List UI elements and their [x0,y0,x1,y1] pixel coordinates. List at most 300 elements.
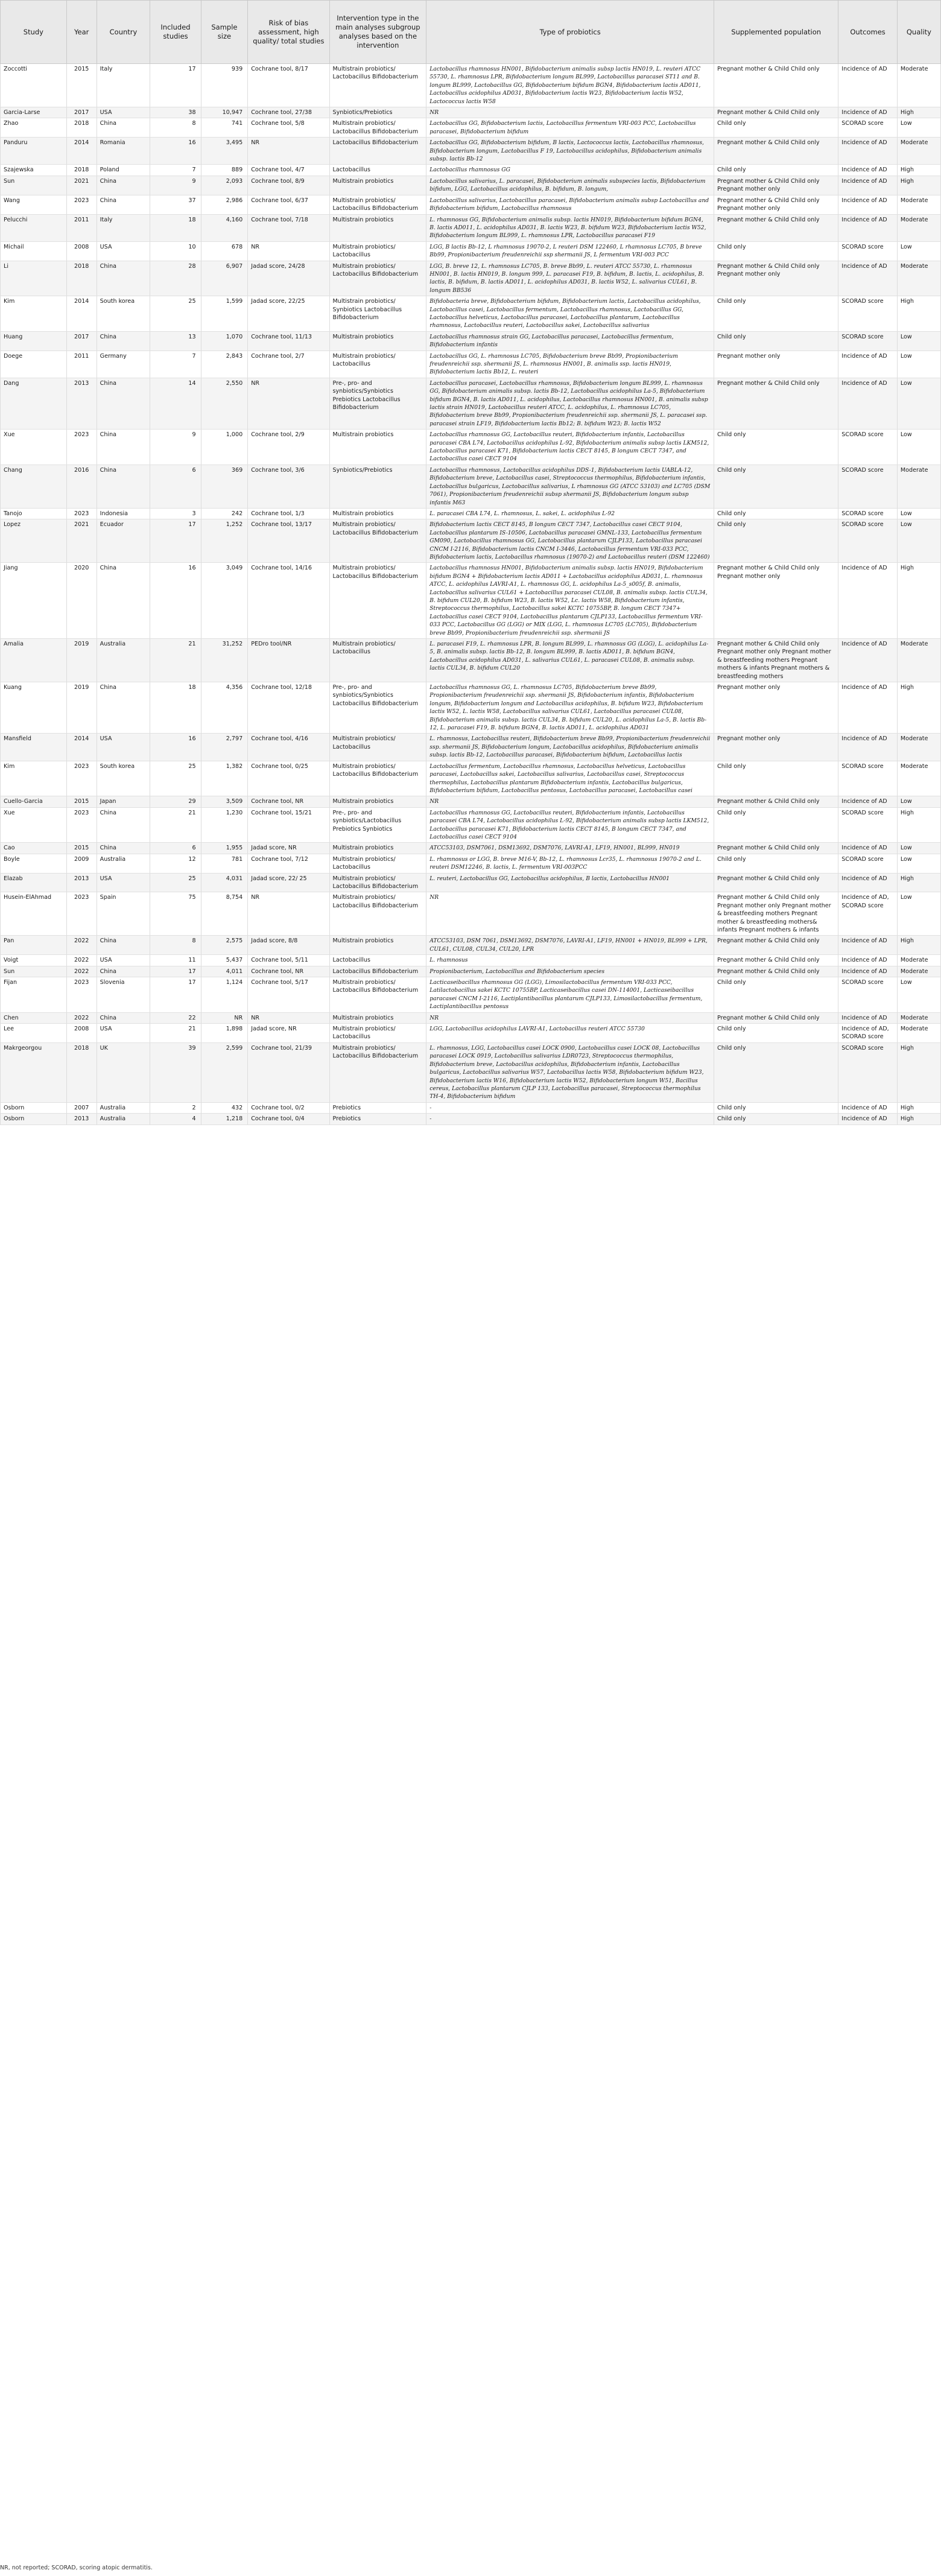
cell-type-of-probiotics: Lactobacillus rhamnosus GG, L. rhamnosus LC705, Bifidobacterium breve Bb99, Propionibacterium freudenreichii ssp. shermanii JS, Bifidobacterium infantis, Bifidobacterium longum, Bifidobacterium longum and Lactobacillus acidophilus, B. bifidum W23, Bifidobacterium lactis W52, L. lactis W58, Lactobacillus salivarius CUL61, Lactobacillus paracasei CUL08, Bifidobacterium animalis subsp. lactis CUL34, B. bifidum CUL20, L. acidophilus La-5, B. lactis Bb-12, L. paracasei F19, B. bifidum BGN4, B. lactis AD011, L. acidophilus AD031 [426,682,714,734]
cell-intervention-type: Multistrain probiotics/ Lactobacillus Bifidobacterium [329,873,426,892]
table-row [1,1024,941,1043]
table-row [1,734,941,761]
cell-quality: High [897,807,940,843]
cell-type-of-probiotics: Lacticaseibacillus rhamnosus GG (LGG), Limosilactobacillus fermentum VRI-033 PCC, Latilactobacillus sakei KCTC 10755BP, Lacticaseibacillus casei DN-114001, Lacticaseibacillus paracasei CNCM I-2116, Lactiplantibacillus plantarum CJLP133, Limosilactobacillus fermentum, Lactiplantibacillus pentosus [426,977,714,1013]
cell-included-studies: 25 [150,761,201,796]
cell-intervention-type: Synbiotics/Prebiotics [329,107,426,118]
cell-type-of-probiotics: NR [426,892,714,936]
cell-outcomes: Incidence of AD [838,138,898,165]
cell-supplemented-population: Child only [714,165,838,176]
cell-type-of-probiotics: L. reuteri, Lactobacillus GG, Lactobacillus acidophilus, B lactis, Lactobacillus HN001 [426,873,714,892]
cell-quality: High [897,165,940,176]
cell-study: Huang [1,331,67,351]
cell-supplemented-population: Child only [714,1042,838,1102]
studies-table [0,0,941,1125]
cell-intervention-type: Multistrain probiotics/ Lactobacillus [329,734,426,761]
cell-supplemented-population: Pregnant mother & Child Child only [714,843,838,854]
cell-type-of-probiotics: Lactobacillus rhamnosus HN001, Bifidobacterium animalis subsp lactis HN019, L. reuteri ATCC 55730, L. rhamnosus LPR, Bifidobacterium longum BL999, Lactobacillus paracasei ST11 and B. longum BL999, Lactobacillus GG, Bifidobacterium bifidum BGN4, Bifidobacterium lactis AD011, Lactobacillus acidophilus AD031, Bifidobacterium lactis W23, Bifidobacterium lactis W52, Lactococcus lactis W58 [426,64,714,107]
cell-supplemented-population: Child only [714,1024,838,1043]
cell-included-studies: 38 [150,107,201,118]
cell-intervention-type: Multistrain probiotics/ Lactobacillus [329,1024,426,1043]
table-row [1,351,941,378]
cell-type-of-probiotics: Lactobacillus GG, Bifidobacterium bifidum, B lactis, Lactococcus lactis, Lactobacillus rhamnosus, Bifidobacterium longum, Lactobacillus F 19, Lactobacillus acidophilus, Bifidobacterium animalis subsp. lactis Bb-12 [426,138,714,165]
cell-type-of-probiotics: Lactobacillus rhamnosus HN001, Bifidobacterium animalis subsp. lactis HN019, Bifidobacterium bifidum BGN4 + Bifidobacterium lactis AD011 + Lactobacillus acidophilus AD031, L. rhamnosus ATCC, L. acidophilus LAVRI-A1, L. rhamnosus GG, L. acidophilus La-5_s005f, B. animalis, Lactobacillus salivarius CUL61 + Lactobacillus paracasei CUL08, B. animalis subsp. lactis CUL34, B. bifidum CUL20, B. bifidum W23, B. lactis W52, Lc. lactis W58, Bifidobacterium infantis, Streptococcus thermophilus, Lactobacillus sakei KCTC 10755BP, B. longum CECT 7347+ Lactobacillus casei CECT 9104, Lactobacillus plantarum CJLP133, Lactobacillus fermentum VRI-033 PCC, Lactobacillus GG (LGG) or MIX (LGG, L. rhamnosus LC705 (LC705), Bifidobacterium breve Bb99, Propionibacterium freudenreichii ssp. shermanii JS [426,563,714,639]
cell-year: 2021 [66,176,97,195]
cell-included-studies: 18 [150,682,201,734]
cell-risk-of-bias: Jadad score, NR [248,1024,329,1043]
cell-country: China [97,682,150,734]
cell-study: Panduru [1,138,67,165]
table-row [1,176,941,195]
cell-quality: High [897,1042,940,1102]
cell-sample-size: 4,011 [201,966,248,977]
cell-study: Elazab [1,873,67,892]
cell-supplemented-population: Child only [714,519,838,563]
cell-type-of-probiotics: Lactobacillus salivarius, L. paracasei, Bifidobacterium animalis subspecies lactis, Bifidobacterium bifidum, LGG, Lactobacillus acidophilus, B. bifidum, B. longum, [426,176,714,195]
cell-year: 2011 [66,351,97,378]
cell-country: China [97,465,150,508]
cell-supplemented-population: Child only [714,430,838,465]
cell-intervention-type: Multistrain probiotics/ Lactobacillus Bifidobacterium [329,261,426,296]
cell-study: Kim [1,761,67,796]
cell-country: China [97,936,150,955]
cell-country: China [97,430,150,465]
cell-year: 2023 [66,977,97,1013]
cell-risk-of-bias: Jadad score, 24/28 [248,261,329,296]
cell-supplemented-population: Child only [714,508,838,519]
cell-supplemented-population: Pregnant mother & Child Child only Pregnant mother only [714,261,838,296]
cell-year: 2022 [66,1012,97,1023]
cell-intervention-type: Prebiotics [329,1114,426,1125]
cell-included-studies: 17 [150,977,201,1013]
cell-year: 2023 [66,761,97,796]
cell-quality: High [897,936,940,955]
cell-study: Li [1,261,67,296]
cell-quality: High [897,1114,940,1125]
cell-supplemented-population: Child only [714,331,838,351]
cell-risk-of-bias: Cochrane tool, 5/17 [248,977,329,1013]
cell-supplemented-population: Child only [714,465,838,508]
cell-included-studies: 2 [150,1102,201,1113]
cell-type-of-probiotics: Lactobacillus paracasei, Lactobacillus rhamnosus, Bifidobacterium longum BL999, L. rhamnosus GG, Bifidobacterium animalis subsp. lactis Bb-12, Lactobacillus acidophilus La-5, Bifidobacterium bifidum BGN4, B. lactis AD011, L. acidophilus, Lactobacillus rhamnosus HN001, B. animalis subsp lactis strain HN019, Lactobacillus reuteri ATCC, L. acidophilus, L. rhamnosus LC705, Bifidobacterium breve Bb99, Propionibacterium freudenreichii ssp. shermanii JS, L. paracasei ssp. paracasei strain LF19, Bifidobacterium lactis Bb12; B. bifidum W23; B. lactis W52 [426,378,714,429]
cell-sample-size: 741 [201,118,248,138]
cell-type-of-probiotics: Bifidobacterium lactis CECT 8145, B longum CECT 7347, Lactobacillus casei CECT 9104, Lactobacillus plantarum IS-10506, Lactobacillus paracasei GMNL-133, Lactobacillus fermentum GM090, Lactobacillus rhamnosus GG, Lactobacillus plantarum CJLP133, Lactobacillus paracasei CNCM I-2116, Bifidobacterium lactis CNCM I-3446, Lactobacillus fermentum VRI-033 PCC, Bifidobacterium lactis, Lactobacillus rhamnosus (19070-2) and Lactobacillus reuteri (DSM 122460) [426,519,714,563]
cell-quality: Moderate [897,734,940,761]
cell-intervention-type: Multistrain probiotics/ Lactobacillus Bifidobacterium [329,519,426,563]
cell-risk-of-bias: Cochrane tool, 7/12 [248,854,329,873]
cell-sample-size: 1,898 [201,1024,248,1043]
cell-included-studies: 28 [150,261,201,296]
cell-supplemented-population: Pregnant mother & Child Child only [714,214,838,241]
cell-risk-of-bias: Cochrane tool, 8/17 [248,64,329,107]
cell-quality: Low [897,331,940,351]
cell-intervention-type: Multistrain probiotics/ Lactobacillus [329,854,426,873]
cell-supplemented-population: Pregnant mother & Child Child only [714,378,838,429]
cell-risk-of-bias: Jadad score, 22/ 25 [248,873,329,892]
cell-sample-size: 2,599 [201,1042,248,1102]
header-intervention-type: Intervention type in the main analyses subgroup analyses based on the intervention [329,1,426,64]
table-row [1,563,941,639]
cell-quality: Low [897,508,940,519]
cell-sample-size: 6,907 [201,261,248,296]
cell-risk-of-bias: PEDro tool/NR [248,639,329,682]
header-year: Year [66,1,97,64]
cell-intervention-type: Lactobacillus [329,165,426,176]
cell-quality: Low [897,796,940,807]
cell-country: China [97,176,150,195]
cell-country: Slovenia [97,977,150,1013]
table-row [1,138,941,165]
cell-country: China [97,966,150,977]
cell-intervention-type: Multistrain probiotics [329,843,426,854]
cell-intervention-type: Multistrain probiotics/ Synbiotics Lactobacillus Bifidobacterium [329,296,426,332]
cell-outcomes: SCORAD score [838,118,898,138]
cell-outcomes: SCORAD score [838,331,898,351]
cell-sample-size: 2,843 [201,351,248,378]
cell-year: 2011 [66,214,97,241]
cell-country: UK [97,1042,150,1102]
cell-type-of-probiotics: ATCC53103, DSM 7061, DSM13692, DSM7076, LAVRI-A1, LF19, HN001 + HN019, BL999 + LPR, CUL61, CUL08, CUL34, CUL20, LPR [426,936,714,955]
cell-risk-of-bias: Cochrane tool, 2/9 [248,430,329,465]
cell-outcomes: SCORAD score [838,854,898,873]
cell-included-studies: 22 [150,1012,201,1023]
cell-supplemented-population: Child only [714,854,838,873]
cell-type-of-probiotics: LGG, Lactobacillus acidophilus LAVRI-A1, Lactobacillus reuteri ATCC 55730 [426,1024,714,1043]
cell-included-studies: 17 [150,519,201,563]
cell-sample-size: 3,495 [201,138,248,165]
cell-included-studies: 3 [150,508,201,519]
table-footnote: NR, not reported; SCORAD, scoring atopic dermatitis. [0,2565,153,2571]
table-row [1,955,941,966]
cell-intervention-type: Multistrain probiotics/ Lactobacillus Bifidobacterium [329,118,426,138]
cell-country: Australia [97,639,150,682]
cell-supplemented-population: Child only [714,241,838,261]
cell-supplemented-population: Child only [714,296,838,332]
cell-study: Tanojo [1,508,67,519]
cell-risk-of-bias: Jadad score, NR [248,843,329,854]
header-type-of-probiotics: Type of probiotics [426,1,714,64]
cell-risk-of-bias: Cochrane tool, 0/4 [248,1114,329,1125]
cell-quality: Low [897,892,940,936]
cell-included-studies: 17 [150,966,201,977]
cell-intervention-type: Multistrain probiotics/ Lactobacillus [329,351,426,378]
cell-supplemented-population: Pregnant mother & Child Child only Pregnant mother only Pregnant mother & breastfeeding mothers Pregnant mother & breastfeeding mothers& infants Pregnant mothers & infants [714,892,838,936]
cell-intervention-type: Pre-, pro- and synbiotics/Lactobacillus Prebiotics Synbiotics [329,807,426,843]
cell-year: 2018 [66,118,97,138]
cell-outcomes: SCORAD score [838,807,898,843]
cell-year: 2022 [66,955,97,966]
cell-study: Lee [1,1024,67,1043]
cell-type-of-probiotics: NR [426,107,714,118]
cell-country: Spain [97,892,150,936]
cell-outcomes: SCORAD score [838,1042,898,1102]
cell-type-of-probiotics: L. rhamnosus or LGG, B. breve M16-V, Bb-12, L. rhamnosus Lcr35, L. rhamnosus 19070-2 and L. reuteri DSM12246, B. lactis, L. fermentum VRI-003PCC [426,854,714,873]
cell-study: Voigt [1,955,67,966]
cell-included-studies: 9 [150,176,201,195]
cell-country: China [97,807,150,843]
cell-year: 2008 [66,1024,97,1043]
cell-included-studies: 16 [150,563,201,639]
cell-outcomes: Incidence of AD [838,1114,898,1125]
cell-supplemented-population: Child only [714,977,838,1013]
table-header [1,1,941,64]
cell-included-studies: 8 [150,936,201,955]
cell-year: 2015 [66,64,97,107]
cell-sample-size: 2,797 [201,734,248,761]
cell-quality: Moderate [897,195,940,214]
cell-sample-size: 4,160 [201,214,248,241]
cell-study: Pelucchi [1,214,67,241]
table-row [1,761,941,796]
cell-quality: Moderate [897,761,940,796]
cell-included-studies: 12 [150,854,201,873]
cell-included-studies: 75 [150,892,201,936]
cell-risk-of-bias: Cochrane tool, 7/18 [248,214,329,241]
cell-type-of-probiotics: Lactobacillus rhamnosus GG [426,165,714,176]
cell-intervention-type: Multistrain probiotics [329,176,426,195]
table-row [1,519,941,563]
cell-sample-size: 1,230 [201,807,248,843]
cell-quality: High [897,1102,940,1113]
cell-quality: Moderate [897,1024,940,1043]
cell-sample-size: 1,000 [201,430,248,465]
table-row [1,1102,941,1113]
cell-sample-size: 432 [201,1102,248,1113]
cell-quality: High [897,296,940,332]
cell-year: 2007 [66,1102,97,1113]
cell-supplemented-population: Child only [714,761,838,796]
cell-outcomes: Incidence of AD [838,734,898,761]
cell-country: USA [97,734,150,761]
cell-risk-of-bias: Cochrane tool, 2/7 [248,351,329,378]
cell-sample-size: 1,955 [201,843,248,854]
cell-study: Chang [1,465,67,508]
cell-quality: Moderate [897,214,940,241]
cell-outcomes: Incidence of AD [838,214,898,241]
cell-type-of-probiotics: NR [426,796,714,807]
cell-included-studies: 8 [150,118,201,138]
cell-risk-of-bias: Cochrane tool, NR [248,796,329,807]
cell-country: China [97,843,150,854]
cell-sample-size: 242 [201,508,248,519]
cell-sample-size: 4,356 [201,682,248,734]
cell-risk-of-bias: Cochrane tool, 6/37 [248,195,329,214]
cell-type-of-probiotics: LGG, B lactis Bb-12, L rhamnosus 19070-2, L reuteri DSM 122460, L rhamnosus LC705, B breve Bb99, Propionibacterium freudenreichii ssp shermanii JS, L fermentum VRI-003 PCC [426,241,714,261]
cell-risk-of-bias: Cochrane tool, 4/16 [248,734,329,761]
cell-study: Cao [1,843,67,854]
cell-outcomes: SCORAD score [838,430,898,465]
cell-outcomes: SCORAD score [838,508,898,519]
cell-outcomes: Incidence of AD [838,64,898,107]
table-row [1,1012,941,1023]
cell-type-of-probiotics: Lactobacillus rhamnosus GG, Lactobacillus reuteri, Bifidobacterium infantis, Lactobacillus paracasei CBA L74, Lactobacillus acidophilus L-92, Bifidobacterium animalis subsp lactis LKM512, Lactobacillus paracasei K71, Bifidobacterium lactis CECT 8145, B longum CECT 7347, and Lactobacillus casei CECT 9104 [426,430,714,465]
cell-intervention-type: Lactobacillus Bifidobacterium [329,966,426,977]
cell-type-of-probiotics: L. rhamnosus, LGG, Lactobacillus casei LOCK 0900, Lactobacillus casei LOCK 08, Lactobacillus paracasei LOCK 0919, Lactobacillus salivarius LDR0723, Streptococcus thermophilus, Bifidobacterium breve, Lactobacillus acidophilus, Bifidobacterium infantis, Lactobacillus bulgaricus, Lactobacillus salivarius W57, Lactobacillus lactis W58, Bifidobacterium bifidum W23, Bifidobacterium lactis W16, Bifidobacterium lactis W52, Bifidobacterium longum W51, Bacillus cereus, Lactobacillus plantarum CJLP 133, Lactobacillus paracasei, Streptococcus thermophilus TH-4, Bifidobacterium bifidum [426,1042,714,1102]
cell-quality: Low [897,843,940,854]
cell-study: Pan [1,936,67,955]
table-row [1,430,941,465]
cell-risk-of-bias: Cochrane tool, 21/39 [248,1042,329,1102]
cell-year: 2019 [66,682,97,734]
cell-type-of-probiotics: Lactobacillus GG, Bifidobacterium lactis, Lactobacillus fermentum VRI-003 PCC, Lactobacillus paracasei, Bifidobacterium bifidum [426,118,714,138]
table-row [1,682,941,734]
cell-type-of-probiotics: L. rhamnosus [426,955,714,966]
table-row [1,118,941,138]
cell-country: USA [97,241,150,261]
table-body [1,64,941,1125]
cell-intervention-type: Lactobacillus [329,955,426,966]
table-row [1,843,941,854]
cell-year: 2014 [66,734,97,761]
cell-type-of-probiotics: Lactobacillus rhamnosus GG, Lactobacillus reuteri, Bifidobacterium infantis, Lactobacillus paracasei CBA L74, Lactobacillus acidophilus L-92, Bifidobacterium animalis subsp lactis LKM512, Lactobacillus paracasei K71, Bifidobacterium lactis CECT 8145, B longum CECT 7347, and Lactobacillus casei CECT 9104 [426,807,714,843]
cell-intervention-type: Multistrain probiotics/ Lactobacillus Bifidobacterium [329,761,426,796]
cell-outcomes: Incidence of AD [838,351,898,378]
table-row [1,378,941,429]
cell-quality: Low [897,378,940,429]
cell-type-of-probiotics: L. paracasei F19, L. rhamnosus LPR, B. longum BL999, L. rhamnosus GG (LGG), L. acidophilus La-5, B. animalis subsp. lactis Bb-12, B. longum BL999, B. lactis AD011, B. bifidum BGN4, Lactobacillus acidophilus AD031, L. salivarius CUL61, L. paracasei CUL08, B. animalis subsp. lactis CUL34, B. bifidum CUL20 [426,639,714,682]
cell-type-of-probiotics: - [426,1114,714,1125]
cell-supplemented-population: Pregnant mother & Child Child only Pregnant mother only [714,563,838,639]
cell-included-studies: 37 [150,195,201,214]
cell-quality: Moderate [897,639,940,682]
cell-year: 2023 [66,430,97,465]
cell-supplemented-population: Pregnant mother & Child Child only Pregnant mother only [714,176,838,195]
cell-study: Amalia [1,639,67,682]
cell-study: Osborn [1,1114,67,1125]
table-row [1,195,941,214]
table-row [1,64,941,107]
cell-study: Sun [1,966,67,977]
cell-study: Dang [1,378,67,429]
cell-sample-size: 31,252 [201,639,248,682]
cell-type-of-probiotics: - [426,1102,714,1113]
cell-included-studies: 21 [150,639,201,682]
cell-risk-of-bias: NR [248,241,329,261]
cell-risk-of-bias: NR [248,378,329,429]
cell-quality: Low [897,241,940,261]
cell-sample-size: 4,031 [201,873,248,892]
header-quality: Quality [897,1,940,64]
table-row [1,1042,941,1102]
cell-intervention-type: Prebiotics [329,1102,426,1113]
cell-outcomes: Incidence of AD [838,936,898,955]
cell-sample-size: 1,252 [201,519,248,563]
cell-country: South korea [97,761,150,796]
cell-year: 2013 [66,873,97,892]
cell-risk-of-bias: Cochrane tool, 8/9 [248,176,329,195]
cell-year: 2014 [66,296,97,332]
table-row [1,214,941,241]
cell-outcomes: Incidence of AD [838,195,898,214]
cell-study: Doege [1,351,67,378]
cell-type-of-probiotics: NR [426,1012,714,1023]
cell-country: Germany [97,351,150,378]
cell-risk-of-bias: Cochrane tool, 5/11 [248,955,329,966]
cell-year: 2008 [66,241,97,261]
cell-outcomes: Incidence of AD [838,796,898,807]
cell-supplemented-population: Pregnant mother & Child Child only [714,936,838,955]
cell-study: Mansfield [1,734,67,761]
cell-risk-of-bias: Cochrane tool, 15/21 [248,807,329,843]
cell-type-of-probiotics: Lactobacillus salivarius, Lactobacillus paracasei, Bifidobacterium animalis subsp Lactobacillus and Bifidobacterium bifidum, Lactobacillus rhamnosus [426,195,714,214]
cell-type-of-probiotics: L. rhamnosus, Lactobacillus reuteri, Bifidobacterium breve Bb99, Propionibacterium freudenreichii ssp. shermanii JS, Bifidobacterium longum, Lactobacillus acidophilus, Bifidobacterium animalis subsp. lactis Bb-12, Lactobacillus paracasei, Bifidobacterium bifidum, Lactobacillus lactis [426,734,714,761]
cell-included-studies: 4 [150,1114,201,1125]
cell-intervention-type: Multistrain probiotics [329,214,426,241]
cell-outcomes: Incidence of AD [838,639,898,682]
cell-outcomes: Incidence of AD [838,682,898,734]
cell-country: Ecuador [97,519,150,563]
table-row [1,873,941,892]
cell-year: 2022 [66,936,97,955]
cell-year: 2023 [66,892,97,936]
cell-quality: Low [897,430,940,465]
cell-supplemented-population: Pregnant mother only [714,351,838,378]
cell-risk-of-bias: Cochrane tool, 1/3 [248,508,329,519]
cell-year: 2013 [66,378,97,429]
cell-year: 2014 [66,138,97,165]
cell-supplemented-population: Pregnant mother & Child Child only [714,966,838,977]
cell-year: 2021 [66,519,97,563]
cell-supplemented-population: Child only [714,1102,838,1113]
cell-included-studies: 14 [150,378,201,429]
cell-intervention-type: Lactobacillus Bifidobacterium [329,138,426,165]
cell-sample-size: NR [201,1012,248,1023]
cell-sample-size: 1,218 [201,1114,248,1125]
cell-intervention-type: Multistrain probiotics/ Lactobacillus Bifidobacterium [329,1042,426,1102]
cell-risk-of-bias: Cochrane tool, 13/17 [248,519,329,563]
cell-intervention-type: Multistrain probiotics [329,508,426,519]
table-row [1,639,941,682]
cell-intervention-type: Multistrain probiotics/ Lactobacillus Bifidobacterium [329,195,426,214]
cell-quality: Moderate [897,64,940,107]
cell-year: 2017 [66,331,97,351]
cell-outcomes: Incidence of AD [838,955,898,966]
cell-included-studies: 25 [150,873,201,892]
cell-included-studies: 21 [150,807,201,843]
cell-supplemented-population: Pregnant mother & Child Child only [714,796,838,807]
cell-outcomes: SCORAD score [838,519,898,563]
cell-study: Kim [1,296,67,332]
cell-quality: Moderate [897,1012,940,1023]
cell-intervention-type: Multistrain probiotics/ Lactobacillus [329,639,426,682]
cell-outcomes: SCORAD score [838,465,898,508]
cell-sample-size: 369 [201,465,248,508]
cell-included-studies: 9 [150,430,201,465]
cell-study: Michail [1,241,67,261]
cell-year: 2019 [66,639,97,682]
cell-quality: High [897,682,940,734]
cell-study: Kuang [1,682,67,734]
cell-sample-size: 3,049 [201,563,248,639]
cell-type-of-probiotics: Propionibacterium, Lactobacillus and Bifidobacterium species [426,966,714,977]
cell-quality: Low [897,977,940,1013]
header-study: Study [1,1,67,64]
cell-year: 2015 [66,796,97,807]
cell-supplemented-population: Child only [714,807,838,843]
cell-study: Zoccotti [1,64,67,107]
cell-risk-of-bias: Cochrane tool, 4/7 [248,165,329,176]
cell-country: China [97,118,150,138]
cell-included-studies: 6 [150,465,201,508]
cell-country: Australia [97,854,150,873]
cell-year: 2023 [66,508,97,519]
cell-type-of-probiotics: Lactobacillus rhamnosus strain GG, Lactobacillus paracasei, Lactobacillus fermentum, Bifidobacterium infantis [426,331,714,351]
cell-type-of-probiotics: Lactobacillus GG, L. rhamnosus LC705, Bifidobacterium breve Bb99, Propionibacterium freudenreichii ssp. shermanii JS, L. rhamnosus HN001, B. animalis ssp. lactis HN019, Bifidobacterium lactis Bb12, L. reuteri [426,351,714,378]
cell-year: 2018 [66,165,97,176]
cell-quality: Low [897,118,940,138]
cell-year: 2016 [66,465,97,508]
cell-intervention-type: Pre-, pro- and synbiotics/Synbiotics Prebiotics Lactobacillus Bifidobacterium [329,378,426,429]
